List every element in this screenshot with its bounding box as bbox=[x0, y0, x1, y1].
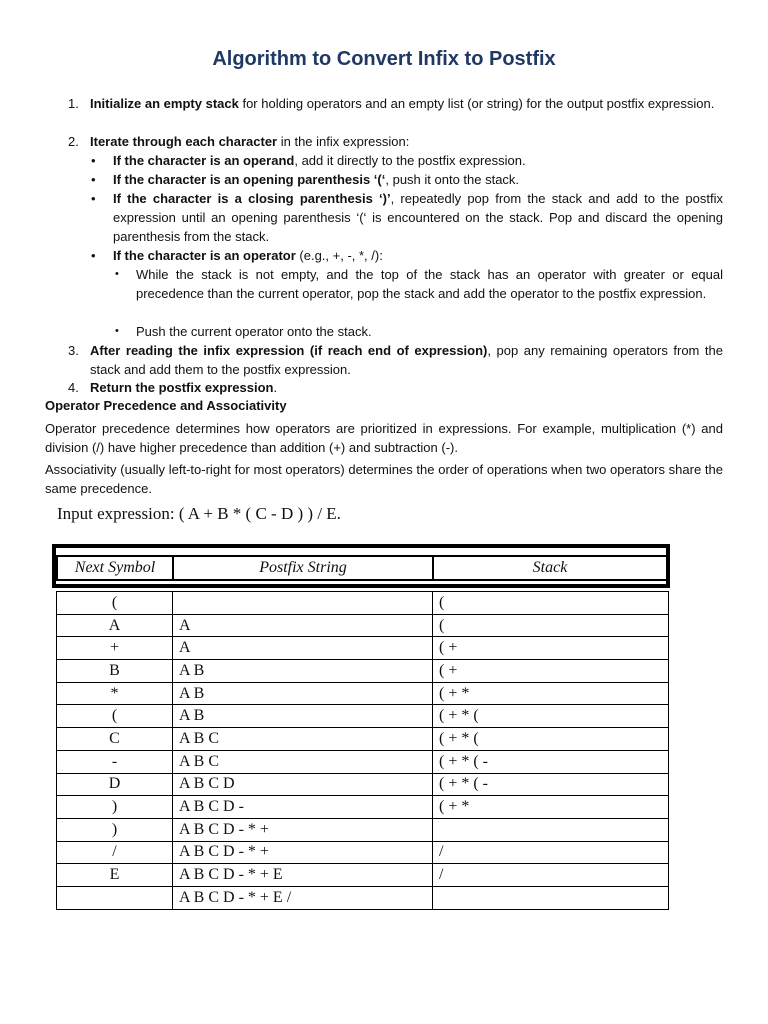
cell-next-symbol: - bbox=[57, 750, 173, 773]
cell-stack: ( bbox=[433, 592, 669, 615]
bullet-bold-text: If the character is an operand bbox=[113, 153, 295, 168]
step-number: 1. bbox=[68, 96, 79, 111]
cell-postfix-string: A B C D - * + E bbox=[173, 864, 433, 887]
precedence-paragraph: Operator precedence determines how operators are prioritized in expressions. For example, multiplication (*) and division (/) have higher precedence than addition (+) and subtraction (-). bbox=[45, 421, 723, 455]
bullet-bold-text: If the character is an operator bbox=[113, 248, 296, 263]
table-header bbox=[56, 555, 668, 581]
sub-bullet-while-stack bbox=[115, 265, 723, 303]
cell-stack: ( bbox=[433, 614, 669, 637]
cell-stack: ( + * ( - bbox=[433, 773, 669, 796]
cell-postfix-string: A B C D bbox=[173, 773, 433, 796]
table-row bbox=[57, 614, 669, 637]
table-row bbox=[57, 841, 669, 864]
bullet-close-paren bbox=[91, 189, 723, 246]
bullet-text: , push it onto the stack. bbox=[385, 172, 520, 187]
cell-postfix-string: A B bbox=[173, 682, 433, 705]
precedence-heading: Operator Precedence and Associativity bbox=[45, 398, 287, 413]
step-number: 4. bbox=[68, 380, 79, 395]
bullet-text: , add it directly to the postfix expression. bbox=[294, 153, 526, 168]
cell-next-symbol: + bbox=[57, 637, 173, 660]
cell-next-symbol: / bbox=[57, 841, 173, 864]
cell-stack: / bbox=[433, 864, 669, 887]
bullet-icon: • bbox=[91, 191, 96, 206]
cell-postfix-string: A B bbox=[173, 660, 433, 683]
bullet-operand bbox=[91, 151, 723, 170]
step-text: . bbox=[273, 380, 278, 395]
sub-bullet-push bbox=[115, 322, 723, 341]
bullet-bold-text: If the character is an opening parenthesis ‘(‘ bbox=[113, 172, 386, 187]
cell-postfix-string: A B C bbox=[173, 728, 433, 751]
step-text: in the infix expression: bbox=[277, 134, 410, 149]
table-row bbox=[57, 682, 669, 705]
bullet-open-paren bbox=[91, 170, 723, 189]
sub-bullet-text: While the stack is not empty, and the top of the stack has an operator with greater or equal precedence than the current operator, pop the stack and add the operator to the postfix expression. bbox=[136, 267, 723, 301]
cell-stack: ( + * bbox=[433, 796, 669, 819]
table-row bbox=[57, 818, 669, 841]
conversion-table bbox=[56, 591, 669, 910]
cell-stack: ( + * ( bbox=[433, 705, 669, 728]
cell-next-symbol: B bbox=[57, 660, 173, 683]
table-row bbox=[57, 705, 669, 728]
cell-next-symbol: C bbox=[57, 728, 173, 751]
cell-stack: / bbox=[433, 841, 669, 864]
bullet-icon: • bbox=[91, 248, 96, 263]
cell-next-symbol: ( bbox=[57, 705, 173, 728]
cell-next-symbol: ( bbox=[57, 592, 173, 615]
associativity-paragraph: Associativity (usually left-to-right for most operators) determines the order of operations when two operators share the same precedence. bbox=[45, 462, 723, 496]
cell-postfix-string: A bbox=[173, 614, 433, 637]
table-row bbox=[57, 637, 669, 660]
cell-postfix-string: A B C bbox=[173, 750, 433, 773]
cell-next-symbol bbox=[57, 886, 173, 909]
bullet-text: , repeatedly pop from the stack and add to the postfix expression until an opening parenthesis ‘(‘ is encountered on the stack. Pop and discard the opening parenthesis from the stack. bbox=[113, 191, 723, 244]
cell-stack: ( + * bbox=[433, 682, 669, 705]
cell-stack: ( + * ( - bbox=[433, 750, 669, 773]
step-bold-text: After reading the infix expression (if reach end of expression) bbox=[90, 343, 488, 358]
bullet-icon: • bbox=[115, 268, 119, 280]
table-row bbox=[57, 660, 669, 683]
page-title: Algorithm to Convert Infix to Postfix bbox=[212, 48, 556, 70]
step-4 bbox=[68, 378, 723, 397]
step-text: for holding operators and an empty list (or string) for the output postfix expression. bbox=[238, 96, 715, 111]
cell-postfix-string: A B C D - * + bbox=[173, 841, 433, 864]
cell-stack: ( + bbox=[433, 637, 669, 660]
step-number: 3. bbox=[68, 343, 79, 358]
cell-postfix-string: A B bbox=[173, 705, 433, 728]
sub-bullet-text: Push the current operator onto the stack. bbox=[136, 324, 372, 339]
cell-stack bbox=[433, 886, 669, 909]
step-bold-text: Iterate through each character bbox=[90, 134, 278, 149]
bullet-bold-text: If the character is a closing parenthesis ‘)’ bbox=[113, 191, 391, 206]
cell-next-symbol: D bbox=[57, 773, 173, 796]
bullet-text: (e.g., +, -, *, /): bbox=[295, 248, 383, 263]
cell-next-symbol: * bbox=[57, 682, 173, 705]
bullet-icon: • bbox=[91, 153, 96, 168]
step-text: , pop any remaining operators from the stack and add them to the postfix expression. bbox=[90, 343, 723, 377]
header-next-symbol: Next Symbol bbox=[58, 557, 174, 579]
table-row bbox=[57, 864, 669, 887]
step-3 bbox=[68, 341, 723, 379]
step-bold-text: Return the postfix expression bbox=[90, 380, 274, 395]
cell-postfix-string bbox=[173, 592, 433, 615]
table-row bbox=[57, 750, 669, 773]
cell-next-symbol: ) bbox=[57, 818, 173, 841]
table-row bbox=[57, 773, 669, 796]
step-2 bbox=[68, 132, 723, 151]
header-stack: Stack bbox=[532, 559, 568, 576]
table-row bbox=[57, 728, 669, 751]
cell-stack bbox=[433, 818, 669, 841]
header-postfix-string: Postfix String bbox=[174, 557, 434, 579]
cell-stack: ( + bbox=[433, 660, 669, 683]
step-bold-text: Initialize an empty stack bbox=[90, 96, 239, 111]
table-row bbox=[57, 796, 669, 819]
cell-next-symbol: E bbox=[57, 864, 173, 887]
bullet-icon: • bbox=[115, 325, 119, 337]
cell-postfix-string: A bbox=[173, 637, 433, 660]
cell-next-symbol: ) bbox=[57, 796, 173, 819]
input-expression: Input expression: ( A + B * ( C - D ) ) / E. bbox=[57, 504, 341, 523]
cell-postfix-string: A B C D - * + bbox=[173, 818, 433, 841]
step-number: 2. bbox=[68, 134, 79, 149]
bullet-icon: • bbox=[91, 172, 96, 187]
step-1 bbox=[68, 94, 723, 113]
cell-stack: ( + * ( bbox=[433, 728, 669, 751]
cell-postfix-string: A B C D - bbox=[173, 796, 433, 819]
cell-next-symbol: A bbox=[57, 614, 173, 637]
bullet-operator bbox=[91, 246, 723, 265]
table-row bbox=[57, 886, 669, 909]
table-row bbox=[57, 592, 669, 615]
cell-postfix-string: A B C D - * + E / bbox=[173, 886, 433, 909]
